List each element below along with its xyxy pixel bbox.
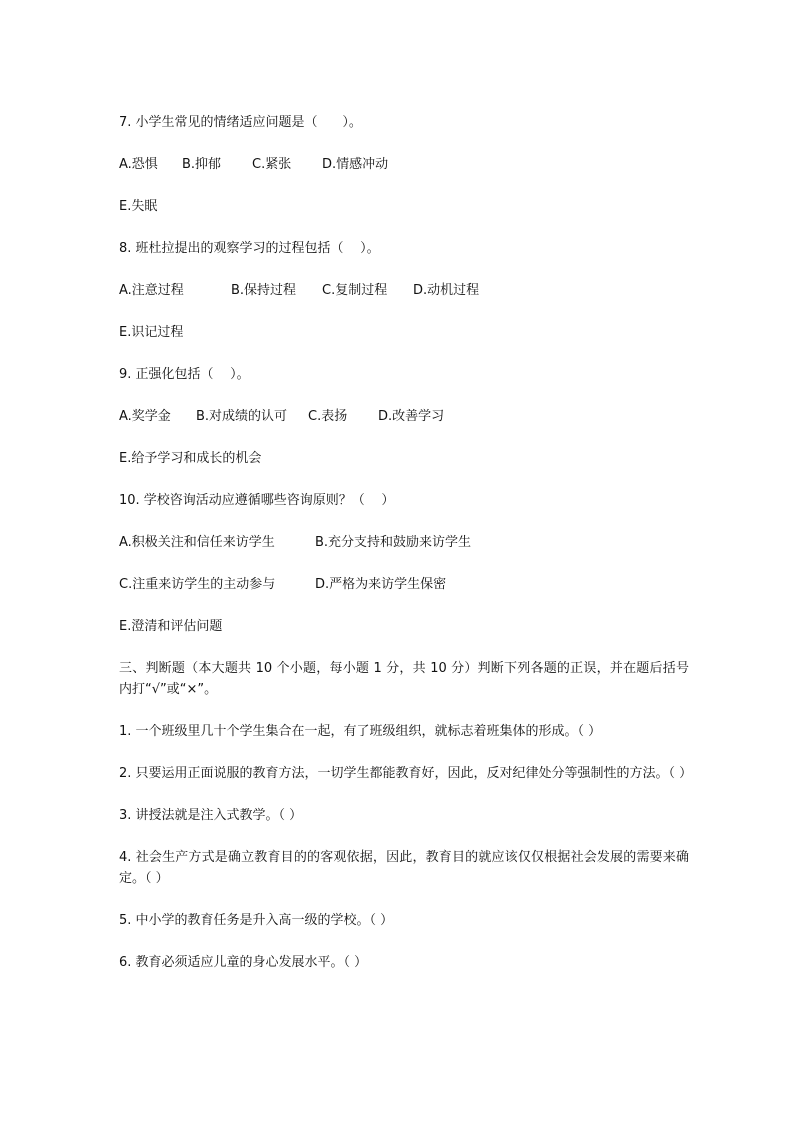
q10-option-a: A.积极关注和信任来访学生 <box>119 535 275 550</box>
q8-option-a: A.注意过程 <box>119 283 184 298</box>
q9-stem: 9. 正强化包括（ ）。 <box>119 367 250 382</box>
q9-options <box>119 406 689 427</box>
q10-option-d: D.严格为来访学生保密 <box>315 577 447 592</box>
q10-option-b: B.充分支持和鼓励来访学生 <box>315 535 472 550</box>
q9-option-d: D.改善学习 <box>378 409 445 424</box>
q7-options <box>119 154 689 175</box>
q7-option-e: E.失眠 <box>119 199 158 214</box>
q7-option-c: C.紧张 <box>252 157 292 172</box>
q9-option-c: C.表扬 <box>308 409 348 424</box>
q9-option-b: B.对成绩的认可 <box>196 409 288 424</box>
q7-option-a: A.恐惧 <box>119 157 158 172</box>
q10-option-c: C.注重来访学生的主动参与 <box>119 577 276 592</box>
tf-item-2: 2. 只要运用正面说服的教育方法，一切学生都能教育好，因此，反对纪律处分等强制性的方法。（ ） <box>119 766 693 781</box>
q8-stem: 8. 班杜拉提出的观察学习的过程包括（ ）。 <box>119 241 380 256</box>
q8-option-b: B.保持过程 <box>231 283 297 298</box>
q10-options-row2 <box>119 574 689 595</box>
q9-option-e: E.给予学习和成长的机会 <box>119 451 262 466</box>
q8-option-e: E.识记过程 <box>119 325 184 340</box>
tf-item-6: 6. 教育必须适应儿童的身心发展水平。（ ） <box>119 955 368 970</box>
q10-option-e: E.澄清和评估问题 <box>119 619 223 634</box>
q8-option-c: C.复制过程 <box>322 283 388 298</box>
q10-stem: 10. 学校咨询活动应遵循哪些咨询原则？（ ） <box>119 493 395 508</box>
q8-options <box>119 280 689 301</box>
exam-page <box>119 112 693 994</box>
tf-item-3: 3. 讲授法就是注入式教学。（ ） <box>119 808 303 823</box>
q10-options-row1 <box>119 532 689 553</box>
tf-item-5: 5. 中小学的教育任务是升入高一级的学校。（ ） <box>119 913 394 928</box>
q9-option-a: A.奖学金 <box>119 409 171 424</box>
q7-option-b: B.抑郁 <box>182 157 222 172</box>
q7-stem: 7. 小学生常见的情绪适应问题是（ ）。 <box>119 115 362 130</box>
section3-heading: 三、判断题（本大题共 10 个小题，每小题 1 分，共 10 分）判断下列各题的正误，并在题后括号内打“√”或“×”。 <box>119 661 689 697</box>
tf-item-1: 1. 一个班级里几十个学生集合在一起，有了班级组织，就标志着班集体的形成。（ ） <box>119 724 602 739</box>
tf-item-4: 4. 社会生产方式是确立教育目的的客观依据，因此，教育目的就应该仅仅根据社会发展的需要来确定。（ ） <box>119 850 689 886</box>
q8-option-d: D.动机过程 <box>413 283 480 298</box>
q7-option-d: D.情感冲动 <box>322 157 389 172</box>
